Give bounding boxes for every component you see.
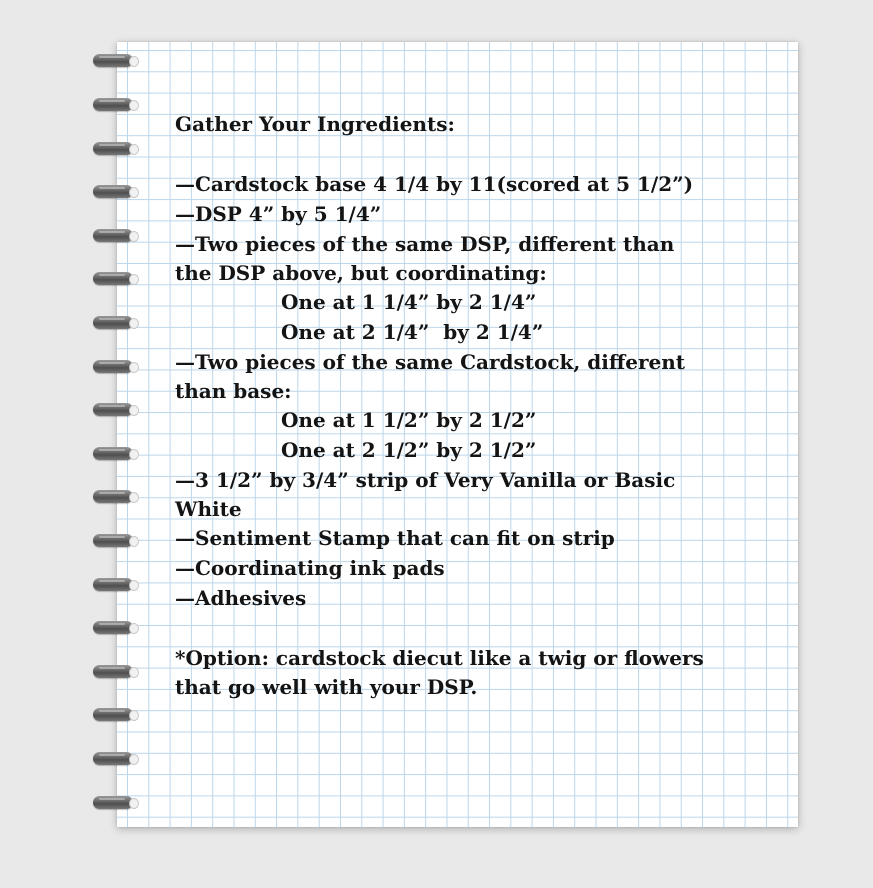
spiral-ring-icon	[93, 360, 139, 374]
spiral-ring-icon	[93, 316, 139, 330]
spiral-ring-icon	[93, 229, 139, 243]
spiral-ring-icon	[93, 578, 139, 592]
list-item: One at 1 1/2” by 2 1/2”	[281, 408, 537, 432]
spiral-ring-icon	[93, 142, 139, 156]
list-item: —DSP 4” by 5 1/4”	[175, 202, 382, 226]
spiral-ring-icon	[93, 54, 139, 68]
list-item: —Two pieces of the same DSP, different than	[175, 232, 675, 256]
ingredients-list	[175, 109, 775, 701]
list-item: —Coordinating ink pads	[175, 556, 445, 580]
spiral-ring-icon	[93, 752, 139, 766]
spiral-ring-icon	[93, 708, 139, 722]
spiral-ring-icon	[93, 98, 139, 112]
list-item: —Two pieces of the same Cardstock, different	[175, 350, 686, 374]
spiral-ring-icon	[93, 490, 139, 504]
spiral-ring-icon	[93, 534, 139, 548]
list-item: —Sentiment Stamp that can fit on strip	[175, 526, 615, 550]
spiral-ring-icon	[93, 447, 139, 461]
spiral-ring-icon	[93, 796, 139, 810]
list-item: than base:	[175, 379, 292, 403]
list-item: —Cardstock base 4 1/4 by 11(scored at 5 1/2”)	[175, 172, 694, 196]
page-title: Gather Your Ingredients:	[175, 112, 455, 136]
spiral-ring-icon	[93, 403, 139, 417]
spiral-binding	[93, 50, 141, 820]
list-item: White	[175, 497, 242, 521]
list-item: —3 1/2” by 3/4” strip of Very Vanilla or Basic	[175, 468, 676, 492]
list-item: —Adhesives	[175, 586, 307, 610]
spiral-ring-icon	[93, 621, 139, 635]
spiral-ring-icon	[93, 272, 139, 286]
list-item: One at 2 1/2” by 2 1/2”	[281, 438, 537, 462]
option-note: *Option: cardstock diecut like a twig or flowers	[175, 646, 704, 670]
list-item: One at 1 1/4” by 2 1/4”	[281, 290, 537, 314]
spiral-ring-icon	[93, 185, 139, 199]
spiral-ring-icon	[93, 665, 139, 679]
list-item: One at 2 1/4” by 2 1/4”	[281, 320, 544, 344]
list-item: the DSP above, but coordinating:	[175, 261, 547, 285]
option-note-continued: that go well with your DSP.	[175, 675, 478, 699]
